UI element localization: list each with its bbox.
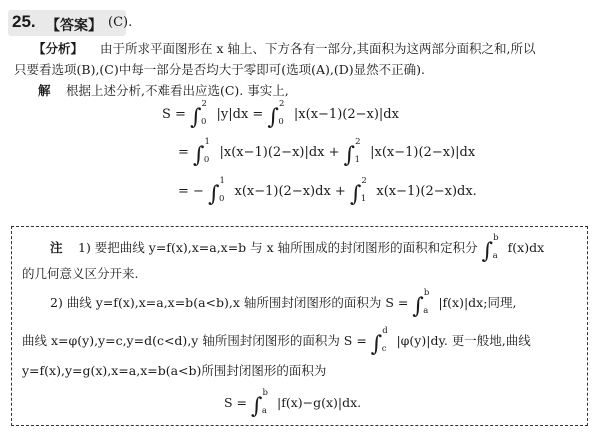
eq3-term-c: x(x−1)(2−x)dx. xyxy=(376,184,477,199)
note-p2-line-2 xyxy=(22,326,531,357)
lower-limit: 0 xyxy=(203,155,210,165)
lower-limit: a xyxy=(423,306,429,316)
equation-1 xyxy=(162,99,399,130)
note-p2-text-1: 2) 曲线 y=f(x),x=a,x=b(a<b),x 轴所围封闭图形的面积为 S = xyxy=(50,295,409,310)
lower-limit: 1 xyxy=(360,194,367,204)
equation-2 xyxy=(178,137,476,168)
lower-limit: a xyxy=(492,251,498,261)
note-p1-line-1 xyxy=(78,233,545,264)
lower-limit: a xyxy=(261,406,267,416)
upper-limit: 2 xyxy=(278,99,285,109)
answer-tag: 【答案】 xyxy=(46,18,102,34)
eq1-lhs: S = xyxy=(162,107,186,122)
upper-limit: d xyxy=(382,326,388,336)
upper-limit: 2 xyxy=(361,176,367,186)
upper-limit: b xyxy=(493,233,499,243)
eq3-term-b: x(x−1)(2−x)dx + xyxy=(234,184,346,199)
note-eq-body: |f(x)−g(x)|dx. xyxy=(276,395,362,410)
note-p2-text-2-end: |φ(y)|dy. 更一般地,曲线 xyxy=(396,333,531,348)
integral-icon: ∫ xyxy=(251,394,263,419)
upper-limit: 2 xyxy=(201,99,207,109)
upper-limit: 2 xyxy=(355,137,361,147)
integral-icon: ∫ xyxy=(481,239,494,264)
eq2-term-c: |x(x−1)(2−x)|dx xyxy=(370,145,476,160)
note-p2-text-1-end: |f(x)|dx;同理, xyxy=(438,295,517,310)
eq1-term-b: |x(x−1)(2−x)|dx xyxy=(293,107,399,122)
lower-limit: 1 xyxy=(354,155,360,165)
lower-limit: 0 xyxy=(218,194,225,204)
upper-limit: b xyxy=(262,388,268,398)
eq1-term-a: |y|dx = xyxy=(216,107,264,122)
upper-limit: b xyxy=(423,288,430,298)
analysis-line-1: 由于所求平面图形在 x 轴上、下方各有一部分,其面积为这两部分面积之和,所以 xyxy=(100,41,536,56)
note-p2-equation xyxy=(224,388,362,419)
integral-icon: ∫ xyxy=(267,105,279,130)
answer-value: (C). xyxy=(108,15,133,30)
eq3-equals: = − xyxy=(178,184,204,199)
equation-3 xyxy=(178,176,477,207)
eq2-term-b: |x(x−1)(2−x)|dx + xyxy=(219,145,340,160)
analysis-tag: 【分析】 xyxy=(33,41,84,56)
lower-limit: 0 xyxy=(200,117,207,127)
lower-limit: c xyxy=(381,344,387,354)
integral-icon: ∫ xyxy=(190,105,202,130)
problem-number: 25. xyxy=(12,12,36,31)
integral-icon: ∫ xyxy=(193,143,205,168)
analysis-line-2: 只要看选项(B),(C)中每一部分是否均大于零即可(选项(A),(D)显然不正确). xyxy=(14,62,425,77)
eq2-equals: = xyxy=(178,145,194,160)
integral-icon: ∫ xyxy=(412,294,424,319)
solution-tag: 解 xyxy=(38,83,51,98)
integral-icon: ∫ xyxy=(208,182,220,207)
integral-icon: ∫ xyxy=(343,143,356,168)
note-p2-line-1 xyxy=(50,288,517,319)
lower-limit: 0 xyxy=(278,117,284,127)
upper-limit: 1 xyxy=(204,137,210,147)
note-p2-line-3: y=f(x),y=g(x),x=a,x=b(a<b)所围封闭图形的面积为 xyxy=(22,363,327,378)
solution-line-1: 根据上述分析,不难看出应选(C). 事实上, xyxy=(66,83,289,98)
note-p1-line-2: 的几何意义区分开来. xyxy=(22,266,139,281)
note-tag: 注 xyxy=(50,240,63,255)
integral-icon: ∫ xyxy=(370,332,383,357)
note-p1-integrand: f(x)dx xyxy=(507,240,545,255)
upper-limit: 1 xyxy=(219,176,225,186)
note-p2-text-2: 曲线 x=φ(y),y=c,y=d(c<d),y 轴所围封闭图形的面积为 S = xyxy=(22,333,367,348)
note-eq-lhs: S = xyxy=(224,395,248,410)
integral-icon: ∫ xyxy=(349,182,362,207)
note-p1-text: 1) 要把曲线 y=f(x),x=a,x=b 与 x 轴所围成的封闭图形的面积和定积分 xyxy=(78,240,478,255)
